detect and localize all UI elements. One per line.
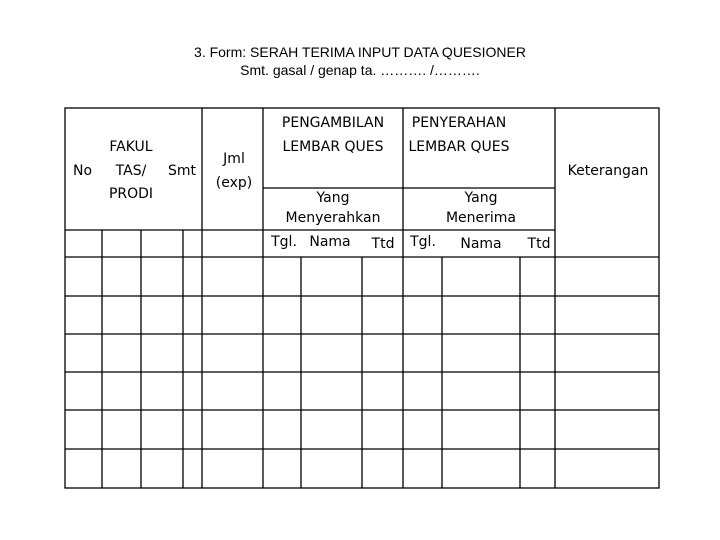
header-penyerahan-2: LEMBAR QUES	[408, 139, 510, 155]
header-tgl-2: Tgl.	[410, 234, 436, 250]
header-tgl-1: Tgl.	[271, 234, 297, 250]
header-yang-menyerahkan-1: Yang	[316, 190, 350, 206]
header-nama-2: Nama	[460, 236, 502, 252]
header-ttd-1: Ttd	[371, 236, 395, 252]
header-smt: Smt	[167, 163, 197, 179]
form-title: 3. Form: SERAH TERIMA INPUT DATA QUESIONER	[194, 44, 526, 60]
form-subtitle: Smt. gasal / genap ta. ………. /……….	[240, 62, 480, 78]
header-fakultas-3: PRODI	[108, 186, 154, 202]
header-fakultas-2: TAS/	[115, 163, 147, 179]
header-penyerahan-1: PENYERAHAN	[411, 115, 507, 131]
header-pengambilan-1: PENGAMBILAN	[281, 115, 385, 131]
header-no: No	[73, 163, 93, 179]
header-pengambilan-2: LEMBAR QUES	[282, 139, 384, 155]
header-keterangan: Keterangan	[567, 163, 649, 179]
header-nama-1: Nama	[309, 234, 351, 250]
header-yang-menerima-2: Menerima	[445, 210, 517, 226]
header-yang-menerima-1: Yang	[464, 190, 498, 206]
header-ttd-2: Ttd	[527, 236, 551, 252]
header-fakultas-1: FAKUL	[109, 139, 153, 155]
header-jml-2: (exp)	[215, 175, 253, 191]
header-jml-1: Jml	[223, 151, 245, 167]
header-yang-menyerahkan-2: Menyerahkan	[285, 210, 381, 226]
